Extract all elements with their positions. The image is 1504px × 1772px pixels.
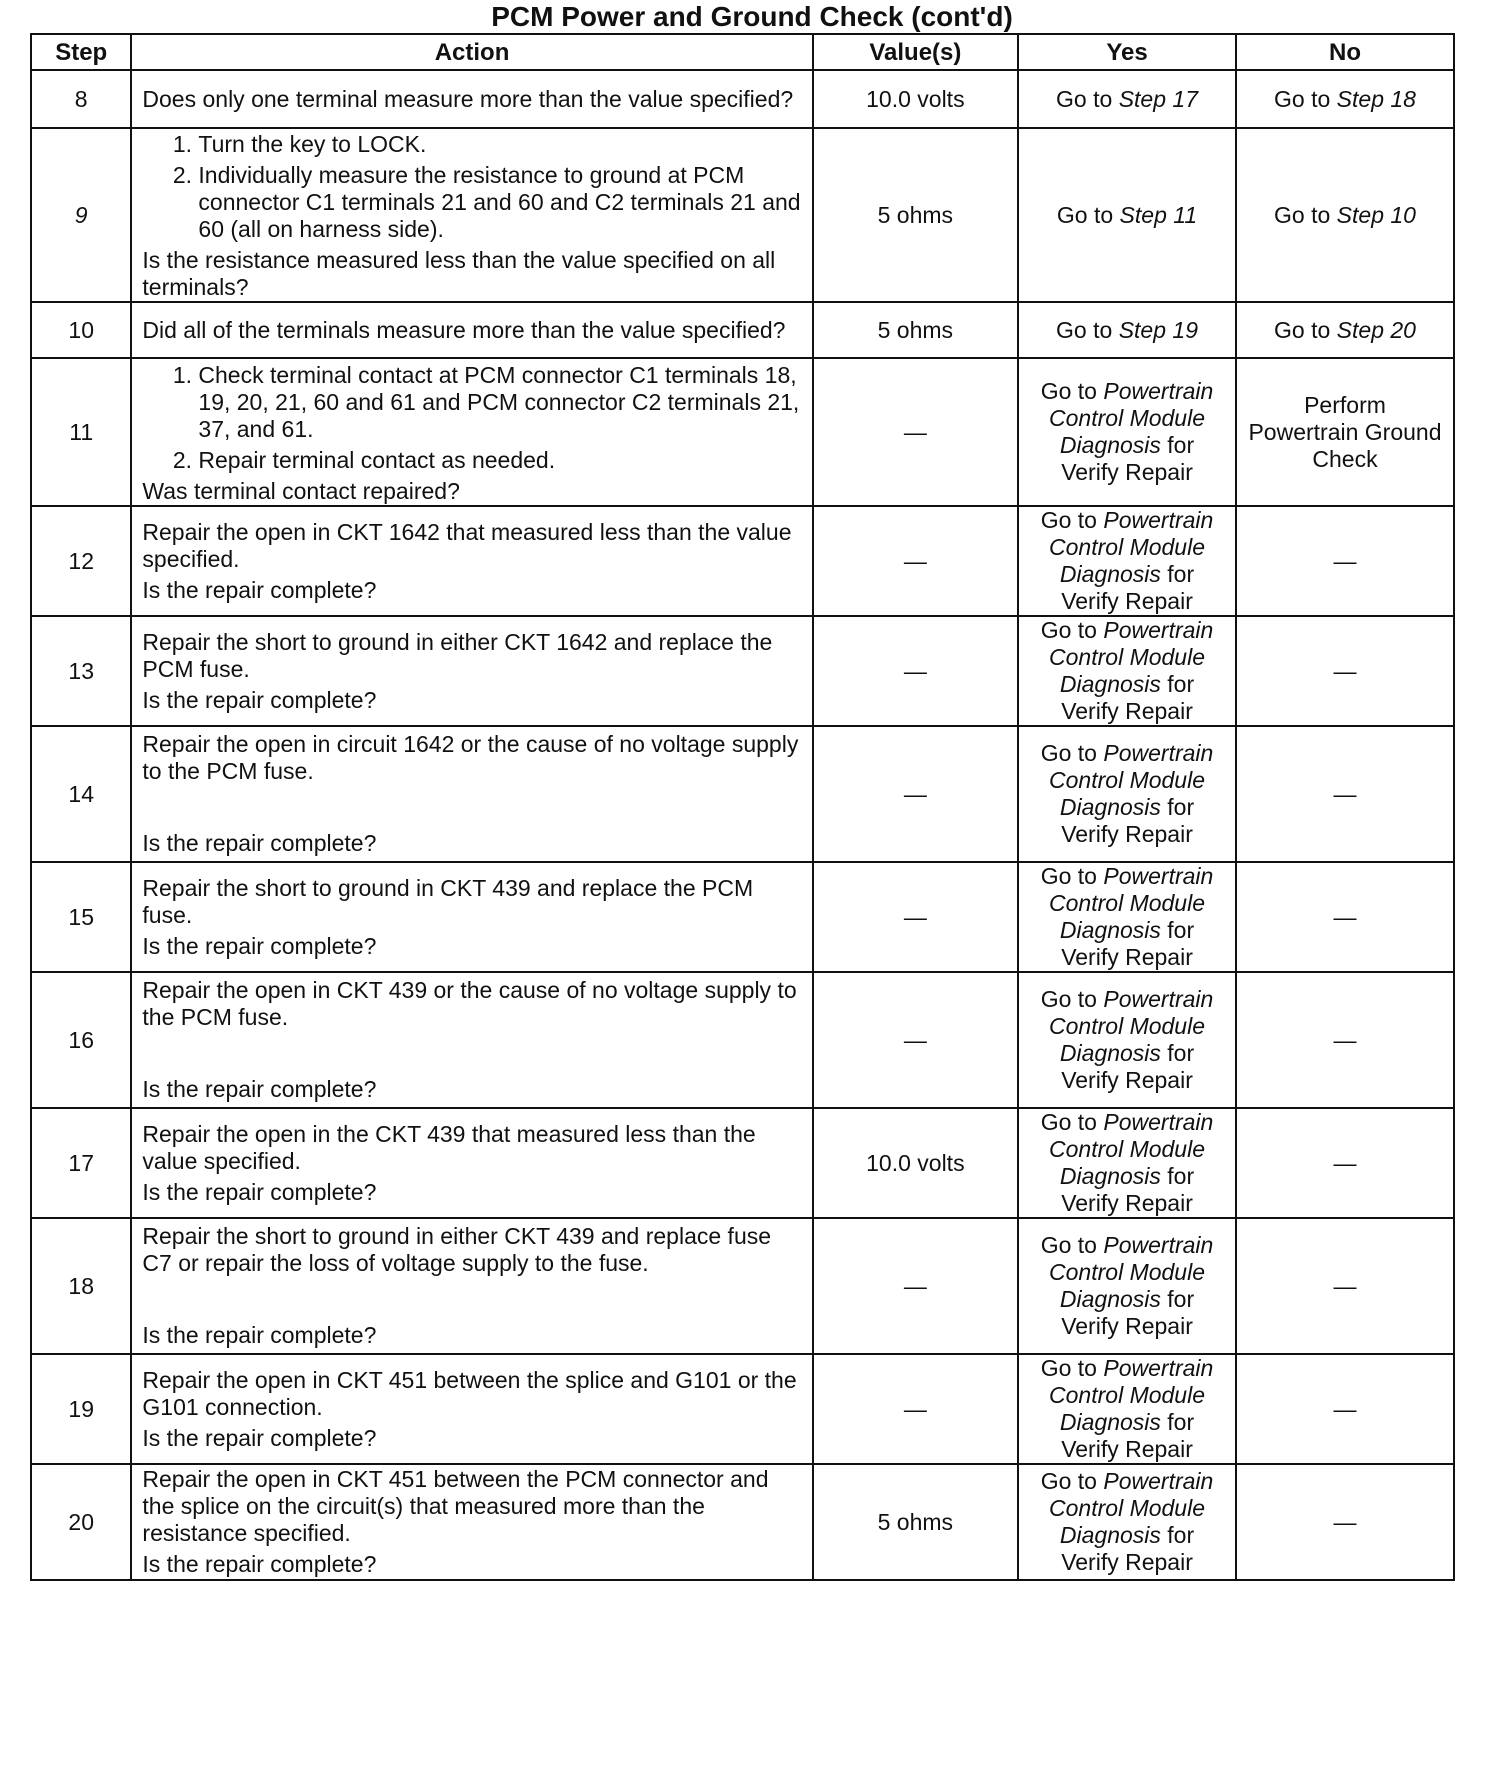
goto-label: Go to: [1040, 1468, 1097, 1494]
action-cell: [131, 506, 812, 616]
action-step: 2. Repair terminal contact as needed.: [198, 447, 801, 474]
step-number: 13: [31, 616, 131, 726]
for-label: for: [1167, 1163, 1195, 1189]
link-diagnosis[interactable]: Diagnosis: [1059, 1409, 1161, 1435]
table-row: [31, 616, 1454, 726]
action-text: Did all of the terminals measure more than the value specified?: [131, 302, 812, 358]
link-control-module[interactable]: Control Module: [1049, 534, 1205, 560]
verify-repair-label: Verify Repair: [1061, 1067, 1193, 1093]
action-cell: [131, 358, 812, 506]
action-step: 1. Check terminal contact at PCM connector C1 terminals 18, 19, 20, 21, 60 and 61 and PCM connector C2 terminals 21, 37, and 61.: [198, 362, 801, 443]
yes-cell: [1018, 128, 1236, 302]
verify-repair-label: Verify Repair: [1061, 459, 1193, 485]
for-label: for: [1167, 1522, 1195, 1548]
goto-label: Go to: [1040, 378, 1097, 404]
goto-label: Go to: [1056, 201, 1114, 228]
no-cell: Perform Powertrain Ground Check: [1236, 358, 1454, 506]
action-text: Repair the open in circuit 1642 or the cause of no voltage supply to the PCM fuse.: [142, 731, 799, 784]
action-steps: [142, 362, 801, 474]
link-powertrain[interactable]: Powertrain: [1103, 1232, 1214, 1258]
step-link[interactable]: Step 10: [1336, 201, 1416, 228]
yes-cell: [1018, 1464, 1236, 1580]
action-text: Repair the open in CKT 451 between the PCM connector and the splice on the circuit(s) that measured more than the resistance specified.: [142, 1466, 769, 1546]
action-question: Was terminal contact repaired?: [142, 477, 460, 504]
action-cell: [131, 726, 812, 862]
link-control-module[interactable]: Control Module: [1049, 1382, 1205, 1408]
verify-repair-label: Verify Repair: [1061, 1436, 1193, 1462]
action-question: Is the repair complete?: [142, 830, 377, 856]
link-control-module[interactable]: Control Module: [1049, 405, 1205, 431]
link-control-module[interactable]: Control Module: [1049, 1495, 1205, 1521]
action-text: Does only one terminal measure more than the value specified?: [131, 70, 812, 128]
action-text: Repair the open in CKT 451 between the splice and G101 or the G101 connection.: [142, 1366, 797, 1420]
action-question: Is the resistance measured less than the value specified on all terminals?: [142, 247, 776, 300]
action-text: Repair the short to ground in either CKT 1642 and replace the PCM fuse.: [142, 628, 773, 682]
table-row: [31, 1218, 1454, 1354]
verify-repair-label: Verify Repair: [1061, 944, 1193, 970]
yes-cell: [1018, 616, 1236, 726]
verify-repair-label: Verify Repair: [1061, 1313, 1193, 1339]
page-title: PCM Power and Ground Check (cont'd): [491, 1, 1013, 32]
link-diagnosis[interactable]: Diagnosis: [1059, 1286, 1161, 1312]
yes-cell: [1018, 1354, 1236, 1464]
header-step: Step: [31, 34, 131, 70]
value-cell: —: [813, 726, 1018, 862]
header-row: [31, 34, 1454, 70]
link-control-module[interactable]: Control Module: [1049, 767, 1205, 793]
for-label: for: [1167, 671, 1195, 697]
step-number: 12: [31, 506, 131, 616]
verify-repair-label: Verify Repair: [1061, 1549, 1193, 1575]
no-cell: —: [1236, 1218, 1454, 1354]
table-row: [31, 1464, 1454, 1580]
step-number: 9: [31, 128, 131, 302]
link-control-module[interactable]: Control Module: [1049, 1013, 1205, 1039]
action-cell: [131, 862, 812, 972]
link-powertrain[interactable]: Powertrain: [1103, 740, 1214, 766]
link-diagnosis[interactable]: Diagnosis: [1059, 917, 1161, 943]
header-yes: Yes: [1018, 34, 1236, 70]
value-cell: —: [813, 1354, 1018, 1464]
table-row: [31, 1108, 1454, 1218]
table-row: [31, 128, 1454, 302]
action-cell: [131, 972, 812, 1108]
value-cell: 10.0 volts: [813, 70, 1018, 128]
value-cell: —: [813, 506, 1018, 616]
verify-repair-label: Verify Repair: [1061, 821, 1193, 847]
step-number: 17: [31, 1108, 131, 1218]
goto-label: Go to: [1056, 316, 1113, 343]
step-link[interactable]: Step 17: [1118, 85, 1198, 112]
action-question: Is the repair complete?: [142, 576, 377, 603]
step-number: 18: [31, 1218, 131, 1354]
yes-cell: [1018, 302, 1236, 358]
link-control-module[interactable]: Control Module: [1049, 890, 1205, 916]
action-cell: [131, 1108, 812, 1218]
table-row: [31, 506, 1454, 616]
no-cell: —: [1236, 616, 1454, 726]
no-cell: —: [1236, 506, 1454, 616]
value-cell: 5 ohms: [813, 302, 1018, 358]
no-cell: —: [1236, 1464, 1454, 1580]
goto-label: Go to: [1040, 507, 1097, 533]
action-question: Is the repair complete?: [142, 1178, 377, 1205]
step-number: 8: [31, 70, 131, 128]
for-label: for: [1167, 794, 1195, 820]
step-link[interactable]: Step 18: [1336, 85, 1416, 112]
value-cell: —: [813, 862, 1018, 972]
goto-label: Go to: [1040, 863, 1097, 889]
for-label: for: [1167, 561, 1195, 587]
action-text: Repair the short to ground in CKT 439 and replace the PCM fuse.: [142, 874, 754, 928]
value-cell: 10.0 volts: [813, 1108, 1018, 1218]
no-cell: [1236, 128, 1454, 302]
value-cell: 5 ohms: [813, 128, 1018, 302]
link-powertrain[interactable]: Powertrain: [1103, 986, 1214, 1012]
goto-label: Go to: [1040, 1109, 1097, 1135]
no-cell: —: [1236, 972, 1454, 1108]
no-cell: —: [1236, 726, 1454, 862]
step-number: 20: [31, 1464, 131, 1580]
action-step: 2. Individually measure the resistance to ground at PCM connector C1 terminals 21 and 60 and C2 terminals 21 and 60 (all on harness side).: [198, 162, 801, 243]
value-cell: 5 ohms: [813, 1464, 1018, 1580]
action-cell: [131, 128, 812, 302]
step-link[interactable]: Step 19: [1118, 316, 1198, 343]
table-row: [31, 862, 1454, 972]
no-cell: [1236, 70, 1454, 128]
goto-label: Go to: [1274, 85, 1331, 112]
action-text: Repair the short to ground in either CKT 439 and replace fuse C7 or repair the loss of voltage supply to the fuse.: [142, 1223, 772, 1276]
check-table: [30, 33, 1455, 1581]
yes-cell: [1018, 726, 1236, 862]
yes-cell: [1018, 972, 1236, 1108]
goto-label: Go to: [1040, 1355, 1097, 1381]
value-cell: —: [813, 972, 1018, 1108]
link-diagnosis[interactable]: Diagnosis: [1059, 1522, 1161, 1548]
goto-label: Go to: [1040, 740, 1097, 766]
header-value: Value(s): [813, 34, 1018, 70]
link-diagnosis[interactable]: Diagnosis: [1059, 1040, 1161, 1066]
link-control-module[interactable]: Control Module: [1049, 1259, 1205, 1285]
link-diagnosis[interactable]: Diagnosis: [1059, 671, 1161, 697]
step-number: 19: [31, 1354, 131, 1464]
verify-repair-label: Verify Repair: [1061, 698, 1193, 724]
no-cell: —: [1236, 1354, 1454, 1464]
goto-label: Go to: [1274, 316, 1331, 343]
action-steps: [142, 131, 801, 243]
step-number: 14: [31, 726, 131, 862]
action-text: Repair the open in the CKT 439 that measured less than the value specified.: [142, 1120, 756, 1174]
yes-cell: [1018, 358, 1236, 506]
link-control-module[interactable]: Control Module: [1049, 644, 1205, 670]
table-row: [31, 726, 1454, 862]
action-question: Is the repair complete?: [142, 1424, 377, 1451]
step-link[interactable]: Step 11: [1119, 201, 1198, 228]
table-row: [31, 302, 1454, 358]
yes-cell: [1018, 862, 1236, 972]
action-question: Is the repair complete?: [142, 1076, 377, 1102]
link-diagnosis[interactable]: Diagnosis: [1059, 561, 1161, 587]
action-cell: [131, 1464, 812, 1580]
goto-label: Go to: [1056, 85, 1113, 112]
action-question: Is the repair complete?: [142, 1551, 377, 1577]
link-diagnosis[interactable]: Diagnosis: [1059, 794, 1161, 820]
table-row: [31, 1354, 1454, 1464]
header-action: Action: [131, 34, 812, 70]
goto-label: Go to: [1274, 201, 1331, 228]
goto-label: Go to: [1040, 1232, 1097, 1258]
goto-label: Go to: [1040, 617, 1097, 643]
verify-repair-label: Verify Repair: [1061, 1190, 1193, 1216]
step-number: 16: [31, 972, 131, 1108]
step-number: 10: [31, 302, 131, 358]
action-text: Repair the open in CKT 439 or the cause of no voltage supply to the PCM fuse.: [142, 977, 797, 1030]
header-no: No: [1236, 34, 1454, 70]
for-label: for: [1167, 1409, 1195, 1435]
action-text: Repair the open in CKT 1642 that measured less than the value specified.: [142, 518, 792, 572]
value-cell: —: [813, 616, 1018, 726]
value-cell: —: [813, 358, 1018, 506]
action-cell: [131, 616, 812, 726]
verify-repair-label: Verify Repair: [1061, 588, 1193, 614]
action-question: Is the repair complete?: [142, 1322, 377, 1348]
yes-cell: [1018, 1218, 1236, 1354]
link-control-module[interactable]: Control Module: [1049, 1136, 1205, 1162]
link-powertrain[interactable]: Powertrain: [1103, 378, 1214, 404]
link-powertrain[interactable]: Powertrain: [1103, 507, 1214, 533]
step-number: 11: [31, 358, 131, 506]
yes-cell: [1018, 1108, 1236, 1218]
for-label: for: [1167, 1040, 1195, 1066]
goto-label: Go to: [1040, 986, 1097, 1012]
step-link[interactable]: Step 20: [1336, 316, 1416, 343]
yes-cell: [1018, 506, 1236, 616]
link-powertrain[interactable]: Powertrain: [1103, 1355, 1214, 1381]
link-diagnosis[interactable]: Diagnosis: [1059, 1163, 1161, 1189]
step-number: 15: [31, 862, 131, 972]
link-diagnosis[interactable]: Diagnosis: [1059, 432, 1161, 458]
table-row: [31, 358, 1454, 506]
yes-cell: [1018, 70, 1236, 128]
for-label: for: [1167, 432, 1195, 458]
action-question: Is the repair complete?: [142, 932, 377, 959]
action-cell: [131, 1218, 812, 1354]
no-cell: [1236, 302, 1454, 358]
action-cell: [131, 1354, 812, 1464]
table-row: [31, 70, 1454, 128]
link-powertrain[interactable]: Powertrain: [1103, 1468, 1214, 1494]
table-row: [31, 972, 1454, 1108]
no-cell: —: [1236, 862, 1454, 972]
no-cell: —: [1236, 1108, 1454, 1218]
link-powertrain[interactable]: Powertrain: [1103, 1109, 1214, 1135]
for-label: for: [1167, 1286, 1195, 1312]
action-question: Is the repair complete?: [142, 686, 377, 713]
for-label: for: [1167, 917, 1195, 943]
link-powertrain[interactable]: Powertrain: [1103, 863, 1214, 889]
value-cell: —: [813, 1218, 1018, 1354]
link-powertrain[interactable]: Powertrain: [1103, 617, 1214, 643]
action-step: 1. Turn the key to LOCK.: [198, 131, 801, 158]
